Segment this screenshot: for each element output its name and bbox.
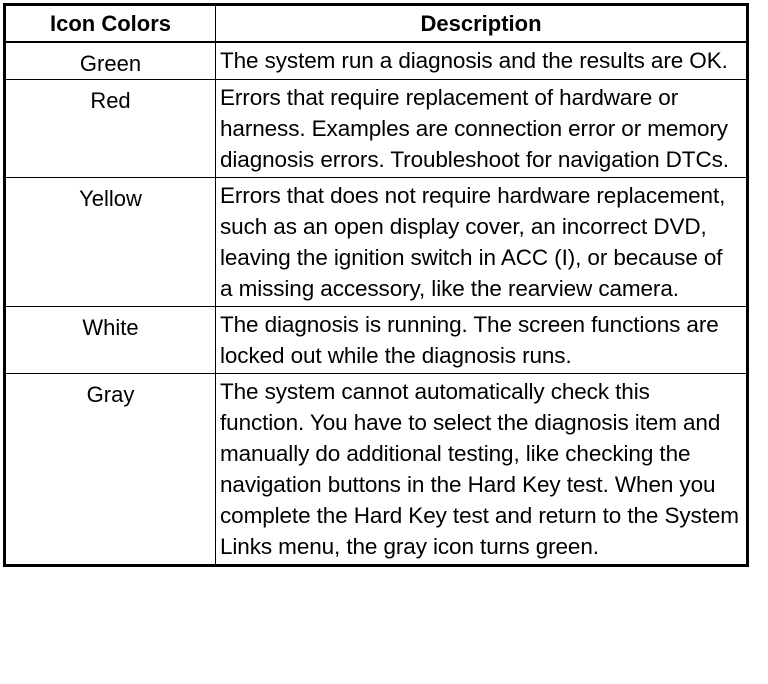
table-row-red (5, 80, 748, 178)
header-description: Description (216, 5, 748, 43)
table-row-green (5, 42, 748, 80)
table-row-white (5, 307, 748, 374)
icon-color-cell: Red (5, 80, 216, 178)
icon-color-cell: Gray (5, 374, 216, 566)
description-cell: Errors that does not require hardware replacement, such as an open display cover, an incorrect DVD, leaving the ignition switch in ACC (I), or because of a missing accessory, like the rearview camera. (216, 178, 748, 307)
description-cell: The system cannot automatically check this function. You have to select the diagnosis item and manually do additional testing, like checking the navigation buttons in the Hard Key test. When you complete the Hard Key test and return to the System Links menu, the gray icon turns green. (216, 374, 748, 566)
table-header-row (5, 5, 748, 43)
header-icon-colors: Icon Colors (5, 5, 216, 43)
icon-colors-table (3, 3, 749, 567)
icon-colors-table-container (3, 3, 746, 567)
table-row-gray (5, 374, 748, 566)
icon-color-cell: White (5, 307, 216, 374)
table-row-yellow (5, 178, 748, 307)
icon-color-cell: Yellow (5, 178, 216, 307)
icon-color-cell: Green (5, 42, 216, 80)
description-cell: The diagnosis is running. The screen functions are locked out while the diagnosis runs. (216, 307, 748, 374)
description-cell: Errors that require replacement of hardware or harness. Examples are connection error or memory diagnosis errors. Troubleshoot for navigation DTCs. (216, 80, 748, 178)
description-cell: The system run a diagnosis and the results are OK. (216, 42, 748, 80)
